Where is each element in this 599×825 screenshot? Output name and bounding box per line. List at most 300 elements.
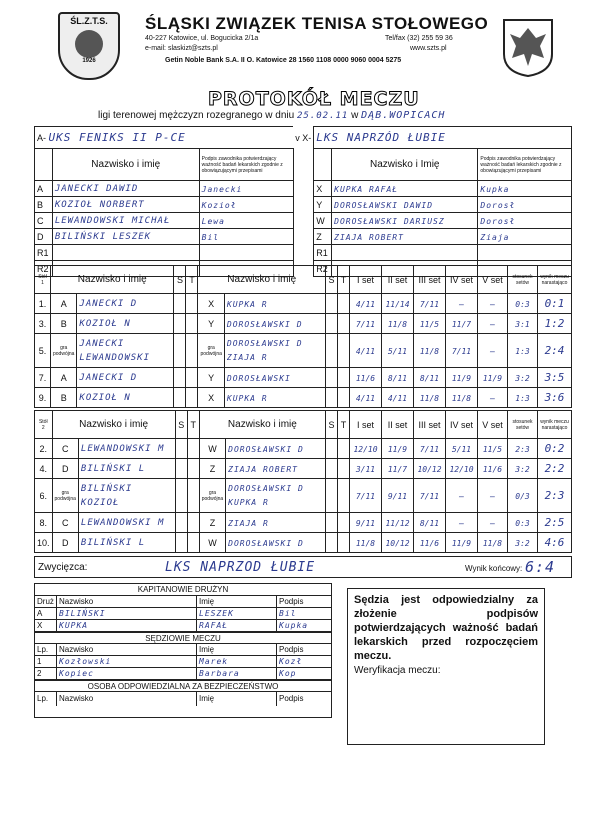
- set-score[interactable]: [446, 533, 478, 553]
- set-score[interactable]: [446, 459, 478, 479]
- game-row: [35, 479, 572, 513]
- player-a-code: B: [51, 388, 77, 408]
- name-header-1a: Nazwisko i imię: [51, 266, 174, 294]
- player-x-code: R1: [314, 245, 332, 261]
- set-score[interactable]: [446, 479, 478, 513]
- player-x-name[interactable]: [332, 197, 478, 213]
- player-x-code: Z: [199, 513, 225, 533]
- eagle-emblem-icon: [500, 14, 556, 78]
- s-cell[interactable]: [326, 294, 338, 314]
- game-no: 6.: [35, 479, 53, 513]
- protocol-title: PROTOKÓŁ MECZU: [208, 88, 420, 110]
- s-cell[interactable]: [326, 388, 338, 408]
- bottom-left-panel: [34, 583, 332, 718]
- verification-label: Weryfikacja meczu:: [354, 665, 441, 676]
- set-score[interactable]: [414, 334, 446, 368]
- set-score[interactable]: [414, 533, 446, 553]
- player-x-name-text: ZIAJA R: [228, 518, 269, 528]
- org-www[interactable]: www.szts.pl: [410, 45, 447, 52]
- score-text: 4/11: [355, 393, 376, 403]
- player-a-sig-text: Bil: [201, 232, 220, 242]
- player-a-name-text: KOZIOŁ N: [79, 319, 131, 329]
- running-score[interactable]: [538, 314, 572, 334]
- name-header-2x: Nazwisko i imię: [199, 411, 325, 439]
- doubles-x-player-2: ZIAJA R: [226, 352, 268, 362]
- games-table-2: [34, 410, 572, 553]
- t-cell[interactable]: [187, 459, 199, 479]
- t-cell[interactable]: [187, 533, 199, 553]
- game-no: 7.: [35, 368, 51, 388]
- running-score[interactable]: [538, 439, 572, 459]
- s-cell[interactable]: [174, 314, 186, 334]
- set-score[interactable]: [478, 388, 508, 408]
- player-a-name[interactable]: [78, 439, 175, 459]
- set-score[interactable]: [382, 314, 414, 334]
- game-row: [35, 439, 572, 459]
- player-x-name[interactable]: [332, 245, 478, 261]
- player-a-name[interactable]: [52, 197, 199, 213]
- player-x-name[interactable]: [226, 459, 326, 479]
- set-score[interactable]: [350, 533, 382, 553]
- referee-row: [35, 668, 331, 680]
- s-cell[interactable]: [326, 459, 338, 479]
- s-cell[interactable]: [326, 513, 338, 533]
- s-cell[interactable]: [326, 533, 338, 553]
- player-a-name-text: LEWANDOWSKI M: [80, 518, 165, 528]
- player-a-name-text: BILIŃSKI L: [80, 464, 146, 474]
- score-text: 3:2: [515, 373, 530, 383]
- player-x-sig-text: Dorosł: [480, 216, 516, 226]
- set-score[interactable]: [382, 439, 414, 459]
- score-text: 2:3: [544, 489, 565, 502]
- doubles-a-player-2: LEWANDOWSKI: [79, 352, 151, 363]
- score-text: –: [459, 299, 464, 309]
- game-no: 8.: [35, 513, 53, 533]
- sets-ratio[interactable]: [508, 334, 538, 368]
- score-text: 11/9: [482, 373, 503, 383]
- running-score[interactable]: [538, 533, 572, 553]
- s-cell[interactable]: [326, 439, 338, 459]
- player-x-name[interactable]: [224, 368, 325, 388]
- referee-signature[interactable]: Kop: [279, 669, 297, 678]
- player-a-name[interactable]: [52, 181, 199, 197]
- set-score[interactable]: [446, 439, 478, 459]
- score-text: 11/8: [482, 538, 503, 548]
- security-header-row: [35, 692, 331, 706]
- sign-header-a: Podpis zawodnika potwierdzający ważność badań lekarskich zgodnie z obowiązującymi przepisami: [199, 149, 293, 181]
- s-cell[interactable]: [326, 479, 338, 513]
- sets-ratio[interactable]: [508, 459, 538, 479]
- player-a-name[interactable]: [77, 388, 174, 408]
- player-a-name[interactable]: [78, 459, 175, 479]
- doubles-a-player-2: KOZIOŁ: [80, 497, 120, 508]
- score-text: 9/11: [355, 518, 376, 528]
- player-a-code: C: [52, 439, 78, 459]
- set-score[interactable]: [414, 439, 446, 459]
- set-score[interactable]: [478, 314, 508, 334]
- s-cell[interactable]: [326, 334, 338, 368]
- org-title: ŚLĄSKI ZWIĄZEK TENISA STOŁOWEGO: [145, 14, 489, 33]
- score-text: 8/11: [419, 373, 440, 383]
- running-score[interactable]: [538, 334, 572, 368]
- set-score[interactable]: [414, 513, 446, 533]
- player-a-name[interactable]: [52, 213, 199, 229]
- score-text: 11/9: [451, 373, 472, 383]
- player-x-code: X: [198, 294, 224, 314]
- running-score[interactable]: [538, 513, 572, 533]
- s-cell[interactable]: [175, 439, 187, 459]
- set-score[interactable]: [478, 479, 508, 513]
- captain-surname[interactable]: BILIŃSKI: [57, 608, 197, 619]
- set-score[interactable]: [382, 294, 414, 314]
- set4-header-2: IV set: [446, 411, 478, 439]
- set-score[interactable]: [350, 314, 382, 334]
- referee-lp: 2: [35, 668, 57, 679]
- set-score[interactable]: [350, 334, 382, 368]
- score-text: –: [459, 491, 464, 501]
- doubles-x-names[interactable]: [226, 479, 326, 513]
- t-cell[interactable]: [338, 314, 350, 334]
- player-a-signature[interactable]: [199, 245, 293, 261]
- t-cell[interactable]: [338, 294, 350, 314]
- player-x-signature[interactable]: [478, 197, 572, 213]
- player-x-name[interactable]: [224, 388, 325, 408]
- player-x-name[interactable]: [226, 439, 326, 459]
- score-text: 11/8: [355, 538, 376, 548]
- running-score[interactable]: [538, 479, 572, 513]
- score-text: 3/11: [355, 464, 376, 474]
- spacer: [293, 229, 314, 245]
- set-score[interactable]: [478, 368, 508, 388]
- set-score[interactable]: [478, 294, 508, 314]
- set-score[interactable]: [446, 388, 478, 408]
- sets-ratio[interactable]: [508, 439, 538, 459]
- player-x-name-text: DOROSŁAWSKI DAWID: [334, 200, 434, 210]
- player-x-name[interactable]: [332, 213, 478, 229]
- score-text: 2:5: [544, 516, 565, 529]
- score-text: 3:6: [544, 391, 565, 404]
- set-score[interactable]: [382, 479, 414, 513]
- final-score-value[interactable]: 6:4: [525, 558, 556, 576]
- teams-table: [34, 126, 572, 277]
- s-header-1a: S: [174, 266, 186, 294]
- running-score[interactable]: [538, 368, 572, 388]
- captain-row: [35, 620, 331, 632]
- t-cell[interactable]: [338, 334, 350, 368]
- s-cell[interactable]: [174, 334, 186, 368]
- s-cell[interactable]: [174, 368, 186, 388]
- set-score[interactable]: [350, 439, 382, 459]
- game-row: [35, 334, 572, 368]
- sets-ratio[interactable]: [508, 314, 538, 334]
- game-no: 2.: [35, 439, 53, 459]
- captain-signature[interactable]: Bil: [279, 609, 297, 618]
- score-text: 11/6: [419, 538, 440, 548]
- set-score[interactable]: [446, 294, 478, 314]
- player-a-name[interactable]: [52, 245, 199, 261]
- sets-ratio[interactable]: [508, 513, 538, 533]
- wynik-header-1: wynik meczu narastająco: [538, 266, 572, 294]
- set3-header-1: III set: [414, 266, 446, 294]
- t-cell[interactable]: [338, 388, 350, 408]
- score-text: –: [490, 299, 495, 309]
- set-score[interactable]: [414, 314, 446, 334]
- captains-col-header: Nazwisko: [57, 596, 197, 607]
- team-x-name[interactable]: LKS NAPRZÓD ŁUBIE: [316, 131, 446, 144]
- score-text: 5/11: [387, 346, 408, 356]
- player-a-code: D: [52, 533, 78, 553]
- doubles-x-player-1: DOROSŁAWSKI D: [228, 483, 304, 493]
- player-a-sig-text: Lewa: [201, 216, 225, 226]
- s-cell[interactable]: [174, 294, 186, 314]
- player-a-signature[interactable]: [199, 181, 293, 197]
- doubles-a-names[interactable]: [77, 334, 174, 368]
- set-score[interactable]: [382, 459, 414, 479]
- set1-header-2: I set: [350, 411, 382, 439]
- player-x-name[interactable]: [332, 229, 478, 245]
- t-cell[interactable]: [187, 439, 199, 459]
- gra-podwojna-label: gra podwójna: [52, 479, 78, 513]
- set-score[interactable]: [414, 294, 446, 314]
- t-cell[interactable]: [338, 459, 350, 479]
- t-cell[interactable]: [186, 314, 198, 334]
- score-text: 7/11: [355, 319, 376, 329]
- name-header-1x: Nazwisko i imię: [198, 266, 326, 294]
- player-x-name-text: ZIAJA ROBERT: [228, 464, 298, 474]
- match-place[interactable]: DĄB.WOPICACH: [361, 110, 446, 121]
- score-text: 0:3: [515, 299, 530, 309]
- t-cell[interactable]: [186, 388, 198, 408]
- player-a-code: R1: [35, 245, 53, 261]
- running-score[interactable]: [538, 294, 572, 314]
- player-a-name-text: BILIŃSKI L: [80, 538, 146, 548]
- score-text: 11/5: [419, 319, 440, 329]
- player-a-signature[interactable]: [199, 213, 293, 229]
- doubles-x-player-1: DOROSŁAWSKI D: [226, 338, 303, 348]
- set-score[interactable]: [478, 533, 508, 553]
- set-score[interactable]: [414, 459, 446, 479]
- doubles-a-player-1: BILIŃSKI: [80, 483, 133, 494]
- player-a-name-text: JANECKI DAWID: [54, 184, 139, 194]
- player-x-name[interactable]: [224, 314, 325, 334]
- player-x-name-text: ZIAJA ROBERT: [334, 232, 404, 242]
- player-x-name-text: KUPKA R: [226, 299, 268, 309]
- set-score[interactable]: [414, 388, 446, 408]
- set-score[interactable]: [478, 334, 508, 368]
- game-no: 4.: [35, 459, 53, 479]
- referee-signature[interactable]: Kozł: [279, 657, 303, 666]
- set-score[interactable]: [382, 368, 414, 388]
- player-x-sig-text: Ziaja: [480, 232, 510, 242]
- player-x-name-text: KUPKA RAFAŁ: [334, 184, 399, 194]
- t-cell[interactable]: [187, 479, 199, 513]
- set-score[interactable]: [350, 459, 382, 479]
- player-a-name[interactable]: [52, 229, 199, 245]
- set-score[interactable]: [350, 479, 382, 513]
- referees-col-header: Podpis: [279, 645, 304, 654]
- s-cell[interactable]: [326, 368, 338, 388]
- player-a-name[interactable]: [77, 294, 174, 314]
- wynik-header-2: wynik meczu narastająco: [538, 411, 572, 439]
- player-a-code: A: [51, 368, 77, 388]
- t-cell[interactable]: [186, 334, 198, 368]
- player-x-sig-text: Dorosł: [480, 200, 516, 210]
- t-cell[interactable]: [338, 479, 350, 513]
- score-text: 11/6: [355, 373, 376, 383]
- score-text: 3:5: [544, 371, 565, 384]
- sets-ratio[interactable]: [508, 479, 538, 513]
- set2-header-1: II set: [382, 266, 414, 294]
- gra-podwojna-label: gra podwójna: [198, 334, 224, 368]
- s-header-2a: S: [175, 411, 187, 439]
- referee-lp: 1: [35, 656, 57, 667]
- set-score[interactable]: [478, 459, 508, 479]
- player-a-signature[interactable]: [199, 229, 293, 245]
- set-score[interactable]: [446, 513, 478, 533]
- set-score[interactable]: [350, 388, 382, 408]
- set-score[interactable]: [414, 479, 446, 513]
- referee-surname[interactable]: Kozłowski: [57, 656, 197, 667]
- player-x-code: W: [199, 533, 225, 553]
- sets-ratio[interactable]: [508, 294, 538, 314]
- match-date[interactable]: 25.02.11: [297, 111, 349, 121]
- score-text: 0:1: [544, 297, 565, 310]
- set-score[interactable]: [350, 368, 382, 388]
- security-lp: Lp.: [35, 692, 57, 706]
- w-label: w: [351, 110, 359, 121]
- captains-col-header: Imię: [197, 596, 277, 607]
- t-cell[interactable]: [338, 368, 350, 388]
- score-text: –: [459, 518, 464, 528]
- org-email[interactable]: e-mail: slaskizt@szts.pl: [145, 45, 218, 52]
- player-a-signature[interactable]: [199, 197, 293, 213]
- game-no: 3.: [35, 314, 51, 334]
- t-header-1a: T: [186, 266, 198, 294]
- t-cell[interactable]: [186, 368, 198, 388]
- stol2-header: Stół 2: [35, 411, 53, 439]
- referees-col-header: Nazwisko: [57, 644, 197, 655]
- sets-ratio[interactable]: [508, 388, 538, 408]
- referee-name[interactable]: Marek: [197, 656, 277, 667]
- game-no: 5.: [35, 334, 51, 368]
- t-cell[interactable]: [338, 439, 350, 459]
- s-cell[interactable]: [175, 459, 187, 479]
- final-score-label: Wynik końcowy:: [465, 564, 523, 573]
- captain-name[interactable]: LESZEK: [197, 608, 277, 619]
- spacer: [293, 245, 314, 261]
- games-table-1: [34, 265, 572, 408]
- s-cell[interactable]: [175, 513, 187, 533]
- set-score[interactable]: [350, 294, 382, 314]
- player-a-code: C: [35, 213, 53, 229]
- sign-header-x: Podpis zawodnika potwierdzający ważność badań lekarskich zgodnie z obowiązującymi przepisami: [478, 149, 572, 181]
- name-header-x: Nazwisko i Imię: [332, 149, 478, 181]
- set-score[interactable]: [446, 314, 478, 334]
- org-bank: Getin Noble Bank S.A. II O. Katowice 28 1560 1108 0000 9060 0004 5275: [165, 57, 402, 64]
- player-a-name[interactable]: [78, 513, 175, 533]
- set-score[interactable]: [382, 334, 414, 368]
- t-cell[interactable]: [338, 533, 350, 553]
- player-a-name[interactable]: [77, 368, 174, 388]
- player-x-signature[interactable]: [478, 229, 572, 245]
- captain-signature[interactable]: Kupka: [279, 621, 309, 630]
- game-no: 10.: [35, 533, 53, 553]
- player-x-name-text: DOROSŁAWSKI D: [228, 538, 304, 548]
- player-x-code: X: [198, 388, 224, 408]
- player-row: [35, 181, 572, 197]
- score-text: 3:1: [515, 319, 530, 329]
- game-row: [35, 294, 572, 314]
- set-score[interactable]: [478, 439, 508, 459]
- szts-logo: [58, 12, 120, 80]
- score-text: 11/8: [387, 319, 408, 329]
- set-score[interactable]: [446, 368, 478, 388]
- s-cell[interactable]: [326, 314, 338, 334]
- referee-name[interactable]: Barbara: [197, 668, 277, 679]
- t-cell[interactable]: [187, 513, 199, 533]
- referees-title: SĘDZIOWIE MECZU: [35, 632, 331, 644]
- t-header-2a: T: [187, 411, 199, 439]
- player-row: [35, 229, 572, 245]
- set-score[interactable]: [382, 388, 414, 408]
- set-score[interactable]: [382, 533, 414, 553]
- player-x-name[interactable]: [224, 294, 325, 314]
- doubles-a-names[interactable]: [78, 479, 175, 513]
- set-score[interactable]: [478, 513, 508, 533]
- team-a-name[interactable]: UKS FENIKS II P-CE: [48, 131, 186, 144]
- s-cell[interactable]: [174, 388, 186, 408]
- referee-surname[interactable]: Kopiec: [57, 668, 197, 679]
- spacer: [293, 213, 314, 229]
- player-x-name-text: KUPKA R: [226, 393, 268, 403]
- captain-name[interactable]: RAFAŁ: [197, 620, 277, 631]
- player-x-signature[interactable]: [478, 181, 572, 197]
- game-row: [35, 388, 572, 408]
- player-x-name[interactable]: [226, 533, 326, 553]
- player-a-name-text: BILIŃSKI LESZEK: [54, 232, 152, 242]
- s-cell[interactable]: [175, 479, 187, 513]
- score-text: 4/11: [387, 393, 408, 403]
- referees-col-header: Imię: [197, 644, 277, 655]
- player-x-signature[interactable]: [478, 245, 572, 261]
- running-score[interactable]: [538, 388, 572, 408]
- winner-value[interactable]: LKS NAPRZÓD ŁUBIE: [165, 560, 316, 575]
- score-text: 11/9: [387, 444, 408, 454]
- doubles-x-names[interactable]: [224, 334, 325, 368]
- captain-row: [35, 608, 331, 620]
- captain-surname[interactable]: KUPKA: [57, 620, 197, 631]
- set-score[interactable]: [350, 513, 382, 533]
- score-text: 11/12: [385, 518, 410, 528]
- player-x-signature[interactable]: [478, 213, 572, 229]
- score-text: 2:2: [544, 462, 565, 475]
- player-a-code: R2: [35, 261, 53, 277]
- s-cell[interactable]: [175, 533, 187, 553]
- t-cell[interactable]: [186, 294, 198, 314]
- set-score[interactable]: [382, 513, 414, 533]
- player-a-name[interactable]: [78, 533, 175, 553]
- sets-ratio[interactable]: [508, 368, 538, 388]
- player-a-sig-text: Kozioł: [201, 200, 237, 210]
- sets-ratio[interactable]: [508, 533, 538, 553]
- running-score[interactable]: [538, 459, 572, 479]
- player-x-name[interactable]: [226, 513, 326, 533]
- player-x-name[interactable]: [332, 181, 478, 197]
- player-a-name[interactable]: [77, 314, 174, 334]
- t-cell[interactable]: [338, 513, 350, 533]
- set-score[interactable]: [446, 334, 478, 368]
- set-score[interactable]: [414, 368, 446, 388]
